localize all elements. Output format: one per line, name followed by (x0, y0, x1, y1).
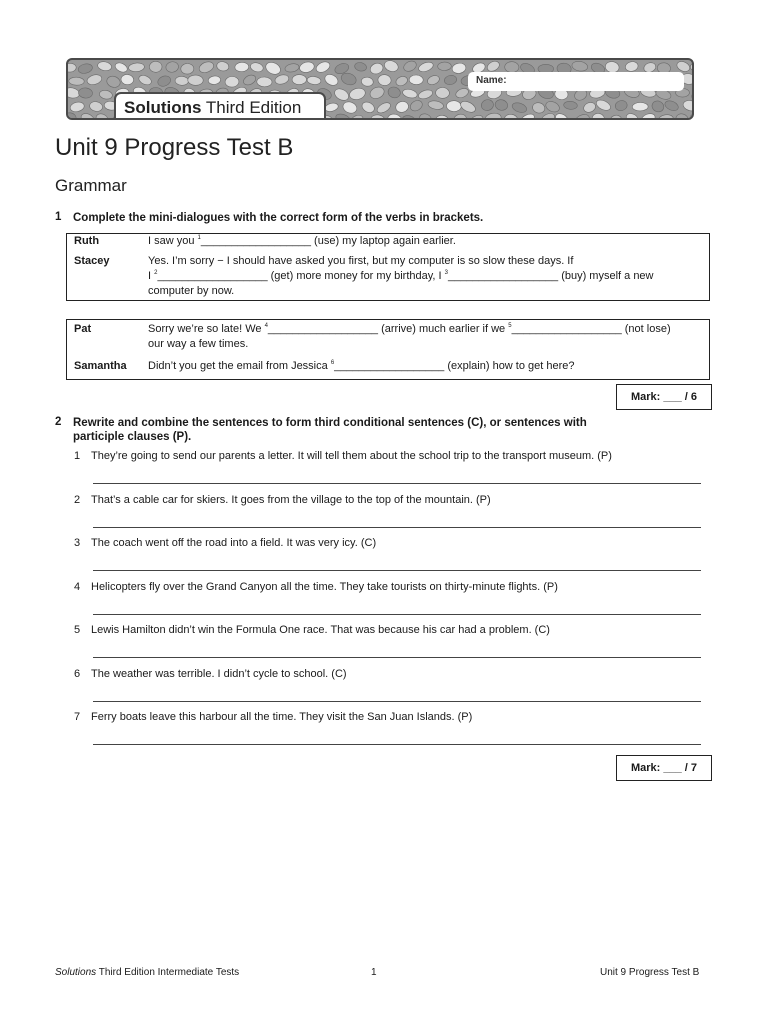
pattern-shape (128, 62, 144, 72)
pattern-shape (257, 77, 273, 87)
pattern-shape (387, 113, 403, 120)
pattern-shape (105, 75, 121, 89)
item-number: 7 (74, 711, 81, 723)
dialogue-line (148, 338, 248, 350)
pattern-shape (216, 61, 230, 72)
dialogue-text: I saw you (148, 235, 198, 247)
pattern-shape (650, 99, 665, 114)
footer-brand: Solutions (55, 967, 97, 978)
pattern-shape (394, 100, 409, 114)
section-title: Grammar (55, 176, 127, 195)
pattern-shape (427, 100, 444, 111)
pattern-shape (333, 87, 351, 103)
pattern-shape (208, 75, 221, 85)
pattern-shape (485, 112, 502, 120)
pattern-shape (156, 74, 172, 88)
pattern-shape (274, 73, 290, 85)
dialogue-text: __________________ (not lose) (511, 323, 671, 335)
pattern-shape (632, 102, 648, 111)
pattern-shape (314, 60, 331, 74)
page-title: Unit 9 Progress Test B (55, 134, 294, 161)
item-number: 3 (74, 537, 81, 549)
pattern-shape (165, 61, 179, 73)
pattern-shape (582, 101, 597, 114)
brand-bold: Solutions (124, 98, 202, 117)
pattern-shape (675, 113, 689, 120)
pattern-shape (468, 113, 485, 120)
pattern-shape (435, 115, 449, 120)
pattern-shape (573, 112, 591, 120)
pattern-shape (418, 112, 433, 120)
exercise2-mark: Mark: ___ / 7 (616, 755, 712, 781)
footer-book: Third Edition Intermediate Tests (96, 967, 240, 978)
speaker-name: Samantha (74, 360, 127, 372)
item-sentence: Lewis Hamilton didn’t win the Formula One race. That was because his car had a problem. (C) (91, 624, 550, 636)
pattern-shape (402, 114, 416, 120)
pattern-shape (137, 74, 153, 87)
item-number: 6 (74, 667, 81, 680)
dialogue-text: I (148, 270, 155, 282)
answer-line[interactable] (93, 744, 701, 745)
answer-line[interactable] (93, 614, 701, 615)
pattern-shape (571, 60, 588, 72)
pattern-shape (459, 99, 477, 114)
exercise1-mark: Mark: ___ / 6 (616, 384, 712, 410)
pattern-shape (89, 101, 104, 113)
exercise2-number: 2 (55, 416, 62, 428)
pattern-shape (658, 114, 674, 120)
pattern-shape (511, 101, 528, 114)
pattern-shape (417, 88, 433, 100)
pattern-shape (307, 76, 322, 86)
pattern-shape (454, 87, 469, 100)
pattern-shape (175, 76, 189, 86)
pattern-shape (114, 61, 129, 74)
dialogue-line (148, 235, 456, 247)
name-label: Name: (476, 75, 507, 86)
pattern-shape (402, 88, 418, 100)
speaker-name: Pat (74, 323, 92, 335)
pattern-shape (426, 74, 441, 86)
exercise1-number: 1 (55, 211, 62, 223)
pattern-shape (609, 114, 624, 120)
pattern-shape (94, 112, 110, 120)
dialogue-box-1 (66, 233, 710, 301)
pattern-shape (361, 77, 374, 87)
pattern-shape (354, 61, 367, 72)
answer-line[interactable] (93, 657, 701, 658)
pattern-shape (417, 60, 434, 73)
speaker-name: Ruth (74, 235, 100, 247)
pattern-shape (663, 99, 679, 113)
pattern-shape (68, 63, 76, 72)
pattern-shape (375, 101, 392, 115)
item-sentence: Helicopters fly over the Grand Canyon all the time. They take tourists on thirty-minute flights. (P) (91, 580, 558, 593)
pattern-shape (438, 62, 452, 71)
pattern-shape (377, 74, 391, 86)
pattern-shape (188, 75, 204, 86)
item-sentence: The coach went off the road into a field. It was very icy. (C) (91, 537, 377, 549)
name-field[interactable] (468, 72, 684, 91)
pattern-shape (480, 98, 495, 112)
pattern-shape (387, 85, 402, 99)
item-number: 1 (74, 450, 81, 462)
pattern-shape (494, 98, 509, 111)
dialogue-text: __________________ (use) my laptop again earlier. (200, 235, 456, 247)
answer-line[interactable] (93, 483, 701, 484)
pattern-shape (264, 60, 283, 77)
pattern-shape (408, 98, 424, 113)
pattern-shape (121, 74, 134, 85)
pattern-shape (69, 101, 85, 113)
pattern-shape (78, 87, 93, 98)
pattern-shape (149, 61, 162, 73)
dialogue-line (148, 255, 573, 267)
pattern-shape (368, 85, 386, 101)
pattern-shape (370, 114, 386, 120)
pattern-shape (383, 60, 400, 73)
speaker-name: Stacey (74, 255, 110, 267)
item-number: 5 (74, 624, 81, 636)
dialogue-text: __________________ (get) more money for my birthday, I (157, 270, 445, 282)
pattern-shape (402, 60, 418, 73)
pattern-shape (444, 74, 458, 85)
pattern-shape (323, 72, 340, 87)
footer-left (55, 967, 239, 978)
item-sentence: Ferry boats leave this harbour all the time. They visit the San Juan Islands. (P) (91, 711, 473, 723)
pattern-shape (563, 101, 577, 110)
pattern-shape (68, 112, 77, 120)
pattern-shape (69, 77, 85, 86)
item-number: 2 (74, 493, 81, 506)
item-number: 4 (74, 580, 81, 593)
dialogue-line (148, 360, 575, 372)
pattern-shape (97, 61, 112, 72)
pattern-shape (225, 76, 240, 88)
pattern-shape (682, 99, 694, 112)
pattern-shape (451, 62, 466, 74)
item-sentence: That’s a cable car for skiers. It goes from the village to the top of the mountain. (P) (91, 493, 491, 506)
pattern-shape (625, 112, 640, 120)
brand-logo (114, 92, 326, 120)
pattern-shape (235, 62, 249, 72)
pattern-shape (335, 112, 352, 120)
pattern-shape (350, 114, 365, 120)
exercise2-instruction-line2: participle clauses (P). (73, 431, 192, 443)
pattern-shape (531, 101, 546, 114)
gap-number: 6 (330, 360, 335, 366)
header-banner (66, 58, 694, 120)
gap-number: 4 (264, 323, 268, 329)
pattern-shape (80, 112, 95, 120)
dialogue-text: __________________ (explain) how to get here? (334, 360, 575, 372)
pattern-shape (435, 87, 449, 99)
answer-line[interactable] (93, 570, 701, 571)
pattern-shape (298, 60, 315, 73)
pattern-shape (446, 100, 461, 111)
footer-right: Unit 9 Progress Test B (600, 967, 700, 978)
pattern-shape (452, 113, 468, 120)
dialogue-line (148, 270, 654, 282)
pattern-shape (544, 100, 561, 114)
gap-number: 1 (197, 235, 201, 241)
pattern-shape (284, 63, 299, 74)
pattern-shape (690, 61, 694, 71)
dialogue-text: Didn’t you get the email from Jessica (148, 360, 331, 372)
pattern-shape (360, 100, 376, 115)
dialogue-line (148, 285, 234, 297)
item-sentence: They’re going to send our parents a letter. It will tell them about the school trip to the transport museum. (P) (91, 450, 612, 462)
pattern-shape (249, 61, 264, 73)
pattern-shape (292, 74, 307, 84)
pattern-shape (690, 112, 694, 120)
pattern-shape (181, 63, 194, 74)
pattern-shape (86, 73, 103, 86)
exercise1-instruction: Complete the mini-dialogues with the correct form of the verbs in brackets. (73, 212, 484, 224)
gap-number: 3 (444, 270, 449, 276)
item-sentence: The weather was terrible. I didn’t cycle to school. (C) (91, 667, 347, 680)
pattern-shape (394, 75, 408, 88)
pattern-shape (369, 61, 385, 75)
gap-number: 5 (508, 323, 512, 329)
answer-line[interactable] (93, 527, 701, 528)
dialogue-line (148, 323, 671, 335)
brand-rest: Third Edition (205, 98, 302, 117)
pattern-shape (242, 73, 258, 87)
dialogue-text: __________________ (arrive) much earlier if we (267, 323, 509, 335)
gap-number: 2 (154, 270, 158, 276)
pattern-shape (341, 100, 358, 115)
pattern-shape (198, 60, 216, 75)
dialogue-text: Sorry we’re so late! We (148, 323, 265, 335)
dialogue-text: our way a few times. (148, 338, 249, 350)
pattern-shape (614, 99, 628, 112)
pattern-shape (324, 102, 339, 113)
dialogue-box-2 (66, 319, 710, 380)
pattern-shape (595, 98, 613, 113)
dialogue-text: Yes. I’m sorry − I should have asked you first, but my computer is so slow these days. If (148, 255, 574, 267)
pattern-shape (640, 112, 656, 120)
pattern-shape (591, 112, 605, 120)
exercise2-instruction-line1: Rewrite and combine the sentences to form third conditional sentences (C), or sentences with (73, 417, 587, 429)
page-number: 1 (371, 967, 377, 978)
dialogue-text: __________________ (buy) myself a new (448, 270, 654, 282)
pattern-shape (348, 87, 366, 102)
dialogue-text: computer by now. (148, 285, 235, 297)
pattern-shape (625, 61, 639, 73)
pattern-shape (77, 62, 93, 74)
pattern-shape (504, 114, 518, 120)
answer-line[interactable] (93, 701, 701, 702)
pattern-shape (409, 75, 423, 85)
pattern-shape (519, 112, 536, 120)
pattern-shape (99, 89, 113, 100)
pattern-shape (554, 112, 569, 120)
